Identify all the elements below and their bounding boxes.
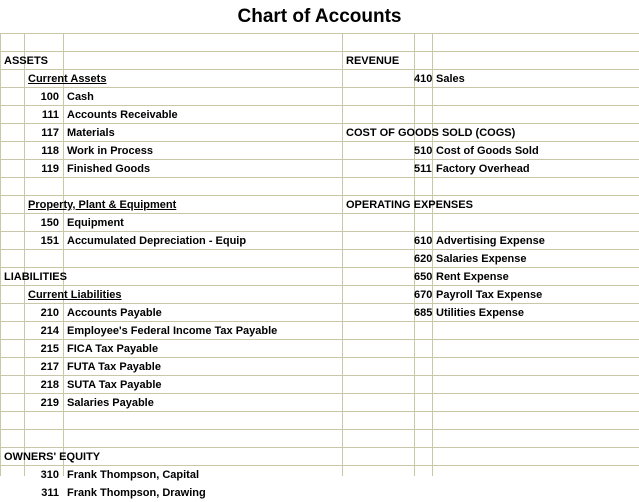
- account-name-cell[interactable]: SUTA Tax Payable: [67, 379, 162, 391]
- section-header-cell[interactable]: LIABILITIES: [4, 271, 67, 283]
- account-name-cell[interactable]: Utilities Expense: [436, 307, 525, 319]
- account-number-cell[interactable]: 215: [40, 343, 59, 355]
- account-number-cell[interactable]: 118: [41, 145, 59, 157]
- account-number-cell[interactable]: 511: [414, 163, 432, 175]
- account-number-cell[interactable]: 210: [40, 307, 59, 319]
- account-name-cell[interactable]: Accounts Payable: [67, 307, 162, 319]
- account-name-cell[interactable]: Equipment: [67, 217, 124, 229]
- account-number-cell[interactable]: 410: [414, 73, 433, 85]
- account-name-cell[interactable]: Property, Plant & Equipment: [28, 199, 177, 211]
- account-name-cell[interactable]: Cost of Goods Sold: [436, 145, 539, 157]
- account-number-cell[interactable]: 670: [414, 289, 433, 301]
- account-name-cell[interactable]: Finished Goods: [67, 163, 151, 175]
- account-name-cell[interactable]: Current Liabilities: [28, 289, 122, 301]
- account-name-cell[interactable]: Employee's Federal Income Tax Payable: [67, 325, 278, 337]
- account-number-cell[interactable]: 151: [40, 235, 59, 247]
- account-name-cell[interactable]: Frank Thompson, Drawing: [67, 487, 206, 499]
- account-name-cell[interactable]: Salaries Expense: [436, 253, 527, 265]
- account-number-cell[interactable]: 217: [40, 361, 59, 373]
- account-name-cell[interactable]: Cash: [67, 91, 94, 103]
- account-number-cell[interactable]: 218: [40, 379, 59, 391]
- account-number-cell[interactable]: 214: [40, 325, 59, 337]
- account-number-cell[interactable]: 510: [414, 145, 433, 157]
- account-number-cell[interactable]: 620: [414, 253, 433, 265]
- account-number-cell[interactable]: 119: [41, 163, 59, 175]
- account-name-cell[interactable]: Materials: [67, 127, 115, 139]
- account-number-cell[interactable]: 610: [414, 235, 433, 247]
- account-name-cell[interactable]: FICA Tax Payable: [67, 343, 159, 355]
- account-number-cell[interactable]: 310: [40, 469, 59, 481]
- section-header-cell[interactable]: OPERATING EXPENSES: [346, 199, 473, 211]
- account-number-cell[interactable]: 117: [41, 127, 59, 139]
- section-header-cell[interactable]: COST OF GOODS SOLD (COGS): [346, 127, 516, 139]
- account-name-cell[interactable]: Salaries Payable: [67, 397, 154, 409]
- account-name-cell[interactable]: Payroll Tax Expense: [436, 289, 543, 301]
- account-name-cell[interactable]: Advertising Expense: [436, 235, 545, 247]
- account-number-cell[interactable]: 100: [40, 91, 59, 103]
- account-number-cell[interactable]: 311: [41, 487, 59, 499]
- page-title: Chart of Accounts: [237, 6, 402, 27]
- account-number-cell[interactable]: 685: [414, 307, 433, 319]
- account-number-cell[interactable]: 111: [41, 109, 59, 121]
- account-number-cell[interactable]: 150: [40, 217, 59, 229]
- account-name-cell[interactable]: Rent Expense: [436, 271, 509, 283]
- section-header-cell[interactable]: ASSETS: [4, 55, 49, 67]
- section-header-cell[interactable]: REVENUE: [346, 55, 400, 67]
- account-name-cell[interactable]: FUTA Tax Payable: [67, 361, 161, 373]
- account-number-cell[interactable]: 219: [40, 397, 59, 409]
- account-name-cell[interactable]: Frank Thompson, Capital: [67, 469, 200, 481]
- account-name-cell[interactable]: Factory Overhead: [436, 163, 530, 175]
- account-name-cell[interactable]: Accumulated Depreciation - Equip: [67, 235, 247, 247]
- account-name-cell[interactable]: Accounts Receivable: [67, 109, 178, 121]
- account-number-cell[interactable]: 650: [414, 271, 433, 283]
- account-name-cell[interactable]: Work in Process: [67, 145, 153, 157]
- account-name-cell[interactable]: Sales: [436, 73, 465, 85]
- section-header-cell[interactable]: OWNERS' EQUITY: [4, 451, 101, 463]
- account-name-cell[interactable]: Current Assets: [28, 73, 107, 85]
